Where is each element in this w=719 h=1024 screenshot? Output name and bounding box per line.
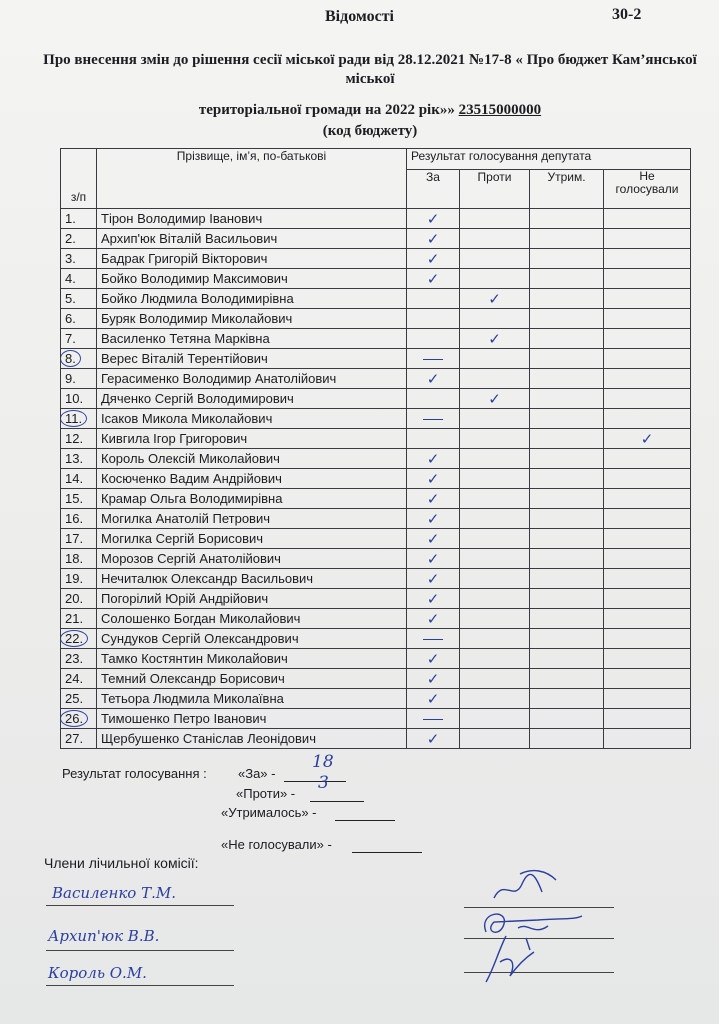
vote-cell-against xyxy=(460,269,530,289)
row-number xyxy=(61,409,97,429)
vote-cell-against xyxy=(460,529,530,549)
vote-cell-for xyxy=(407,429,460,449)
row-number xyxy=(61,309,97,329)
table-row xyxy=(61,469,691,489)
check-mark-icon: ✓ xyxy=(426,369,440,388)
table-row xyxy=(61,709,691,729)
row-number-text: 5. xyxy=(65,291,76,306)
deputy-name: Герасименко Володимир Анатолійович xyxy=(97,369,407,389)
row-number-text: 1. xyxy=(65,211,76,226)
dash-mark-icon xyxy=(423,719,443,720)
check-mark-icon: ✓ xyxy=(426,649,440,668)
row-number-text: 15. xyxy=(65,491,84,506)
deputy-name: Нечиталюк Олександр Васильович xyxy=(97,569,407,589)
results-abstain-label: «Утрималось» - xyxy=(221,805,317,820)
results-for-value: 18 xyxy=(312,752,334,772)
vote-cell-abstain xyxy=(530,569,604,589)
row-number-text: 19. xyxy=(65,571,84,586)
vote-cell-abstain xyxy=(530,669,604,689)
vote-cell-abstain xyxy=(530,269,604,289)
document-title: Відомості xyxy=(325,8,394,25)
row-number-text: 16. xyxy=(65,511,84,526)
table-row xyxy=(61,369,691,389)
vote-cell-for xyxy=(407,709,460,729)
deputy-name: Бадрак Григорій Вікторович xyxy=(97,249,407,269)
vote-cell-not-voted xyxy=(604,249,691,269)
check-mark-icon: ✓ xyxy=(426,509,440,528)
deputy-name: Тамко Костянтин Миколайович xyxy=(97,649,407,669)
vote-cell-abstain xyxy=(530,549,604,569)
vote-cell-for xyxy=(407,449,460,469)
row-number-text: 13. xyxy=(65,451,84,466)
check-mark-icon: ✓ xyxy=(640,429,654,448)
vote-cell-against xyxy=(460,669,530,689)
dash-mark-icon xyxy=(423,419,443,420)
vote-cell-for xyxy=(407,309,460,329)
row-number-text: 2. xyxy=(65,231,76,246)
vote-cell-against xyxy=(460,309,530,329)
signature-line-left-3 xyxy=(46,985,234,986)
vote-cell-abstain xyxy=(530,509,604,529)
table-row xyxy=(61,489,691,509)
row-number-text: 4. xyxy=(65,271,76,286)
document-subtitle-line2 xyxy=(40,101,700,120)
row-number xyxy=(61,529,97,549)
row-number-text: 14. xyxy=(65,471,84,486)
row-number-text: 17. xyxy=(65,531,84,546)
row-number xyxy=(61,269,97,289)
vote-cell-abstain xyxy=(530,209,604,229)
check-mark-icon: ✓ xyxy=(488,289,501,308)
vote-cell-against xyxy=(460,469,530,489)
row-number-text: 12. xyxy=(65,431,84,446)
vote-cell-not-voted xyxy=(604,369,691,389)
vote-cell-not-voted xyxy=(604,689,691,709)
commission-member-2-name: Архип'юк В.В. xyxy=(48,927,160,945)
check-mark-icon: ✓ xyxy=(426,209,440,228)
vote-cell-not-voted xyxy=(604,309,691,329)
vote-cell-against xyxy=(460,689,530,709)
row-number xyxy=(61,389,97,409)
deputy-name: Василенко Тетяна Марківна xyxy=(97,329,407,349)
vote-cell-not-voted xyxy=(604,289,691,309)
vote-cell-not-voted xyxy=(604,589,691,609)
vote-cell-for xyxy=(407,389,460,409)
table-row xyxy=(61,569,691,589)
vote-cell-against xyxy=(460,609,530,629)
header-not-voted: Не голосували xyxy=(604,170,691,209)
results-label: Результат голосування : xyxy=(62,766,207,781)
vote-cell-for xyxy=(407,689,460,709)
deputy-name: Бойко Людмила Володимирівна xyxy=(97,289,407,309)
vote-cell-against xyxy=(460,629,530,649)
budget-code-label: (код бюджету) xyxy=(322,123,418,139)
header-for: За xyxy=(407,170,460,209)
vote-cell-not-voted xyxy=(604,669,691,689)
row-number xyxy=(61,209,97,229)
deputy-name: Могилка Сергій Борисович xyxy=(97,529,407,549)
vote-cell-against xyxy=(460,229,530,249)
commission-member-1-name: Василенко Т.М. xyxy=(52,884,176,902)
vote-cell-against xyxy=(460,249,530,269)
vote-cell-abstain xyxy=(530,729,604,749)
row-number xyxy=(61,709,97,729)
vote-cell-not-voted xyxy=(604,349,691,369)
vote-cell-against xyxy=(460,649,530,669)
deputy-name: Сундуков Сергій Олександрович xyxy=(97,629,407,649)
vote-cell-for xyxy=(407,469,460,489)
vote-cell-not-voted xyxy=(604,449,691,469)
check-mark-icon: ✓ xyxy=(426,609,440,628)
commission-title: Члени лічильної комісії: xyxy=(44,855,199,871)
vote-cell-for xyxy=(407,509,460,529)
signature-line-left-1 xyxy=(46,905,234,906)
commission-member-3-name: Король О.М. xyxy=(48,964,147,982)
table-row xyxy=(61,689,691,709)
vote-cell-for xyxy=(407,249,460,269)
row-number xyxy=(61,289,97,309)
deputy-name: Морозов Сергій Анатолійович xyxy=(97,549,407,569)
circled-row-number: 11. xyxy=(61,410,88,427)
vote-cell-abstain xyxy=(530,449,604,469)
vote-cell-against xyxy=(460,449,530,469)
vote-cell-against xyxy=(460,329,530,349)
vote-cell-against xyxy=(460,489,530,509)
table-row xyxy=(61,729,691,749)
voting-table-body xyxy=(61,209,691,749)
vote-cell-abstain xyxy=(530,609,604,629)
vote-cell-not-voted xyxy=(604,649,691,669)
check-mark-icon: ✓ xyxy=(426,729,440,748)
voting-table xyxy=(60,148,691,749)
vote-cell-against xyxy=(460,569,530,589)
vote-cell-abstain xyxy=(530,589,604,609)
vote-cell-for xyxy=(407,669,460,689)
vote-cell-for xyxy=(407,369,460,389)
vote-cell-abstain xyxy=(530,709,604,729)
deputy-name: Архип'юк Віталій Васильович xyxy=(97,229,407,249)
vote-cell-not-voted xyxy=(604,729,691,749)
vote-cell-not-voted xyxy=(604,429,691,449)
vote-cell-not-voted xyxy=(604,229,691,249)
row-number-text: 9. xyxy=(65,371,76,386)
vote-cell-for xyxy=(407,409,460,429)
row-number xyxy=(61,649,97,669)
vote-cell-for xyxy=(407,549,460,569)
deputy-name: Погорілий Юрій Андрійович xyxy=(97,589,407,609)
vote-cell-against xyxy=(460,289,530,309)
vote-cell-abstain xyxy=(530,469,604,489)
circled-row-number: 8. xyxy=(61,350,81,367)
vote-cell-not-voted xyxy=(604,389,691,409)
deputy-name: Буряк Володимир Миколайович xyxy=(97,309,407,329)
vote-cell-not-voted xyxy=(604,709,691,729)
row-number xyxy=(61,669,97,689)
vote-cell-for xyxy=(407,349,460,369)
deputy-name: Ісаков Микола Миколайович xyxy=(97,409,407,429)
header-against: Проти xyxy=(460,170,530,209)
deputy-name: Дяченко Сергій Володимирович xyxy=(97,389,407,409)
row-number xyxy=(61,549,97,569)
row-number xyxy=(61,509,97,529)
vote-cell-for xyxy=(407,209,460,229)
row-number-text: 21. xyxy=(65,611,84,626)
row-number xyxy=(61,249,97,269)
vote-cell-not-voted xyxy=(604,409,691,429)
table-row xyxy=(61,329,691,349)
table-row xyxy=(61,209,691,229)
deputy-name: Тимошенко Петро Іванович xyxy=(97,709,407,729)
document-number: 30-2 xyxy=(612,6,642,23)
table-row xyxy=(61,629,691,649)
vote-cell-not-voted xyxy=(604,329,691,349)
signature-3 xyxy=(476,932,546,988)
vote-cell-abstain xyxy=(530,429,604,449)
vote-cell-for xyxy=(407,729,460,749)
table-row xyxy=(61,669,691,689)
vote-cell-not-voted xyxy=(604,469,691,489)
header-name: Прізвище, ім’я, по-батькові xyxy=(97,149,407,209)
row-number-text: 18. xyxy=(65,551,84,566)
check-mark-icon: ✓ xyxy=(426,469,440,488)
row-number xyxy=(61,329,97,349)
table-row xyxy=(61,389,691,409)
row-number-text: 23. xyxy=(65,651,84,666)
signature-line-left-2 xyxy=(46,950,234,951)
row-number xyxy=(61,729,97,749)
vote-cell-for xyxy=(407,269,460,289)
vote-cell-for xyxy=(407,629,460,649)
check-mark-icon: ✓ xyxy=(426,269,440,288)
row-number-text: 10. xyxy=(65,391,84,406)
vote-cell-against xyxy=(460,429,530,449)
deputy-name: Кивгила Ігор Григорович xyxy=(97,429,407,449)
results-not-voted-label: «Не голосували» - xyxy=(221,837,332,852)
deputy-name: Тетьора Людмила Миколаївна xyxy=(97,689,407,709)
vote-cell-against xyxy=(460,729,530,749)
budget-code: 23515000000 xyxy=(458,102,542,118)
table-row xyxy=(61,509,691,529)
table-row xyxy=(61,549,691,569)
vote-cell-for xyxy=(407,649,460,669)
row-number xyxy=(61,629,97,649)
dash-mark-icon xyxy=(423,359,443,360)
deputy-name: Верес Віталій Терентійович xyxy=(97,349,407,369)
results-not-voted-blank xyxy=(352,837,422,853)
deputy-name: Тірон Володимир Іванович xyxy=(97,209,407,229)
check-mark-icon: ✓ xyxy=(426,529,440,548)
results-abstain-blank xyxy=(335,805,395,821)
vote-cell-abstain xyxy=(530,369,604,389)
row-number xyxy=(61,469,97,489)
vote-cell-against xyxy=(460,349,530,369)
table-row xyxy=(61,309,691,329)
vote-cell-abstain xyxy=(530,529,604,549)
vote-cell-for xyxy=(407,589,460,609)
table-row xyxy=(61,609,691,629)
vote-cell-abstain xyxy=(530,229,604,249)
vote-cell-against xyxy=(460,209,530,229)
table-row xyxy=(61,409,691,429)
check-mark-icon: ✓ xyxy=(426,489,440,508)
vote-cell-for xyxy=(407,569,460,589)
row-number-text: 20. xyxy=(65,591,84,606)
check-mark-icon: ✓ xyxy=(426,669,440,688)
header-num: з/п xyxy=(61,149,97,209)
circled-row-number: 26. xyxy=(61,710,89,727)
vote-cell-against xyxy=(460,549,530,569)
vote-cell-for xyxy=(407,289,460,309)
vote-cell-abstain xyxy=(530,329,604,349)
check-mark-icon: ✓ xyxy=(426,249,440,268)
row-number-text: 24. xyxy=(65,671,84,686)
vote-cell-for xyxy=(407,329,460,349)
row-number-text: 7. xyxy=(65,331,76,346)
check-mark-icon: ✓ xyxy=(426,229,440,248)
vote-cell-abstain xyxy=(530,349,604,369)
row-number-text: 27. xyxy=(65,731,84,746)
results-for-label: «За» - xyxy=(238,766,276,781)
deputy-name: Щербушенко Станіслав Леонідович xyxy=(97,729,407,749)
table-row xyxy=(61,229,691,249)
vote-cell-abstain xyxy=(530,689,604,709)
vote-cell-not-voted xyxy=(604,549,691,569)
vote-cell-abstain xyxy=(530,649,604,669)
vote-cell-abstain xyxy=(530,289,604,309)
vote-cell-abstain xyxy=(530,629,604,649)
table-row xyxy=(61,289,691,309)
vote-cell-for xyxy=(407,489,460,509)
dash-mark-icon xyxy=(423,639,443,640)
check-mark-icon: ✓ xyxy=(426,569,440,588)
vote-cell-against xyxy=(460,589,530,609)
check-mark-icon: ✓ xyxy=(426,589,440,608)
row-number xyxy=(61,349,97,369)
vote-cell-for xyxy=(407,529,460,549)
row-number xyxy=(61,429,97,449)
row-number xyxy=(61,589,97,609)
check-mark-icon: ✓ xyxy=(426,449,440,468)
vote-cell-against xyxy=(460,509,530,529)
vote-cell-against xyxy=(460,369,530,389)
deputy-name: Крамар Ольга Володимирівна xyxy=(97,489,407,509)
vote-cell-not-voted xyxy=(604,529,691,549)
deputy-name: Могилка Анатолій Петрович xyxy=(97,509,407,529)
vote-cell-not-voted xyxy=(604,569,691,589)
vote-cell-for xyxy=(407,609,460,629)
vote-cell-abstain xyxy=(530,389,604,409)
table-row xyxy=(61,249,691,269)
row-number xyxy=(61,229,97,249)
table-row xyxy=(61,449,691,469)
document-subtitle: Про внесення змін до рішення сесії міської ради від 28.12.2021 №17-8 « Про бюджет Кам’янської міської xyxy=(43,52,697,87)
vote-cell-not-voted xyxy=(604,629,691,649)
circled-row-number: 22. xyxy=(61,630,89,647)
vote-cell-not-voted xyxy=(604,489,691,509)
vote-cell-not-voted xyxy=(604,209,691,229)
table-row xyxy=(61,269,691,289)
subtitle-line2-text: територіальної громади на 2022 рік»» xyxy=(198,102,455,118)
deputy-name: Солошенко Богдан Миколайович xyxy=(97,609,407,629)
header-result: Результат голосування депутата xyxy=(407,149,691,170)
vote-cell-not-voted xyxy=(604,269,691,289)
vote-cell-against xyxy=(460,709,530,729)
table-row xyxy=(61,529,691,549)
table-row xyxy=(61,429,691,449)
table-row xyxy=(61,589,691,609)
vote-cell-abstain xyxy=(530,249,604,269)
deputy-name: Король Олексій Миколайович xyxy=(97,449,407,469)
row-number xyxy=(61,609,97,629)
row-number xyxy=(61,449,97,469)
check-mark-icon: ✓ xyxy=(426,689,440,708)
vote-cell-not-voted xyxy=(604,609,691,629)
vote-cell-abstain xyxy=(530,489,604,509)
row-number-text: 3. xyxy=(65,251,76,266)
table-row xyxy=(61,649,691,669)
row-number xyxy=(61,689,97,709)
header-abstain: Утрим. xyxy=(530,170,604,209)
check-mark-icon: ✓ xyxy=(488,329,501,348)
check-mark-icon: ✓ xyxy=(488,389,501,408)
check-mark-icon: ✓ xyxy=(426,549,440,568)
vote-cell-abstain xyxy=(530,309,604,329)
vote-cell-for xyxy=(407,229,460,249)
vote-cell-not-voted xyxy=(604,509,691,529)
deputy-name: Бойко Володимир Максимович xyxy=(97,269,407,289)
table-row xyxy=(61,349,691,369)
deputy-name: Темний Олександр Борисович xyxy=(97,669,407,689)
results-against-label: «Проти» - xyxy=(236,786,296,801)
row-number-text: 25. xyxy=(65,691,84,706)
vote-cell-against xyxy=(460,389,530,409)
vote-cell-abstain xyxy=(530,409,604,429)
vote-cell-against xyxy=(460,409,530,429)
row-number xyxy=(61,569,97,589)
results-against-value: 3 xyxy=(318,773,329,793)
row-number xyxy=(61,369,97,389)
row-number-text: 6. xyxy=(65,311,76,326)
row-number xyxy=(61,489,97,509)
deputy-name: Косюченко Вадим Андрійович xyxy=(97,469,407,489)
